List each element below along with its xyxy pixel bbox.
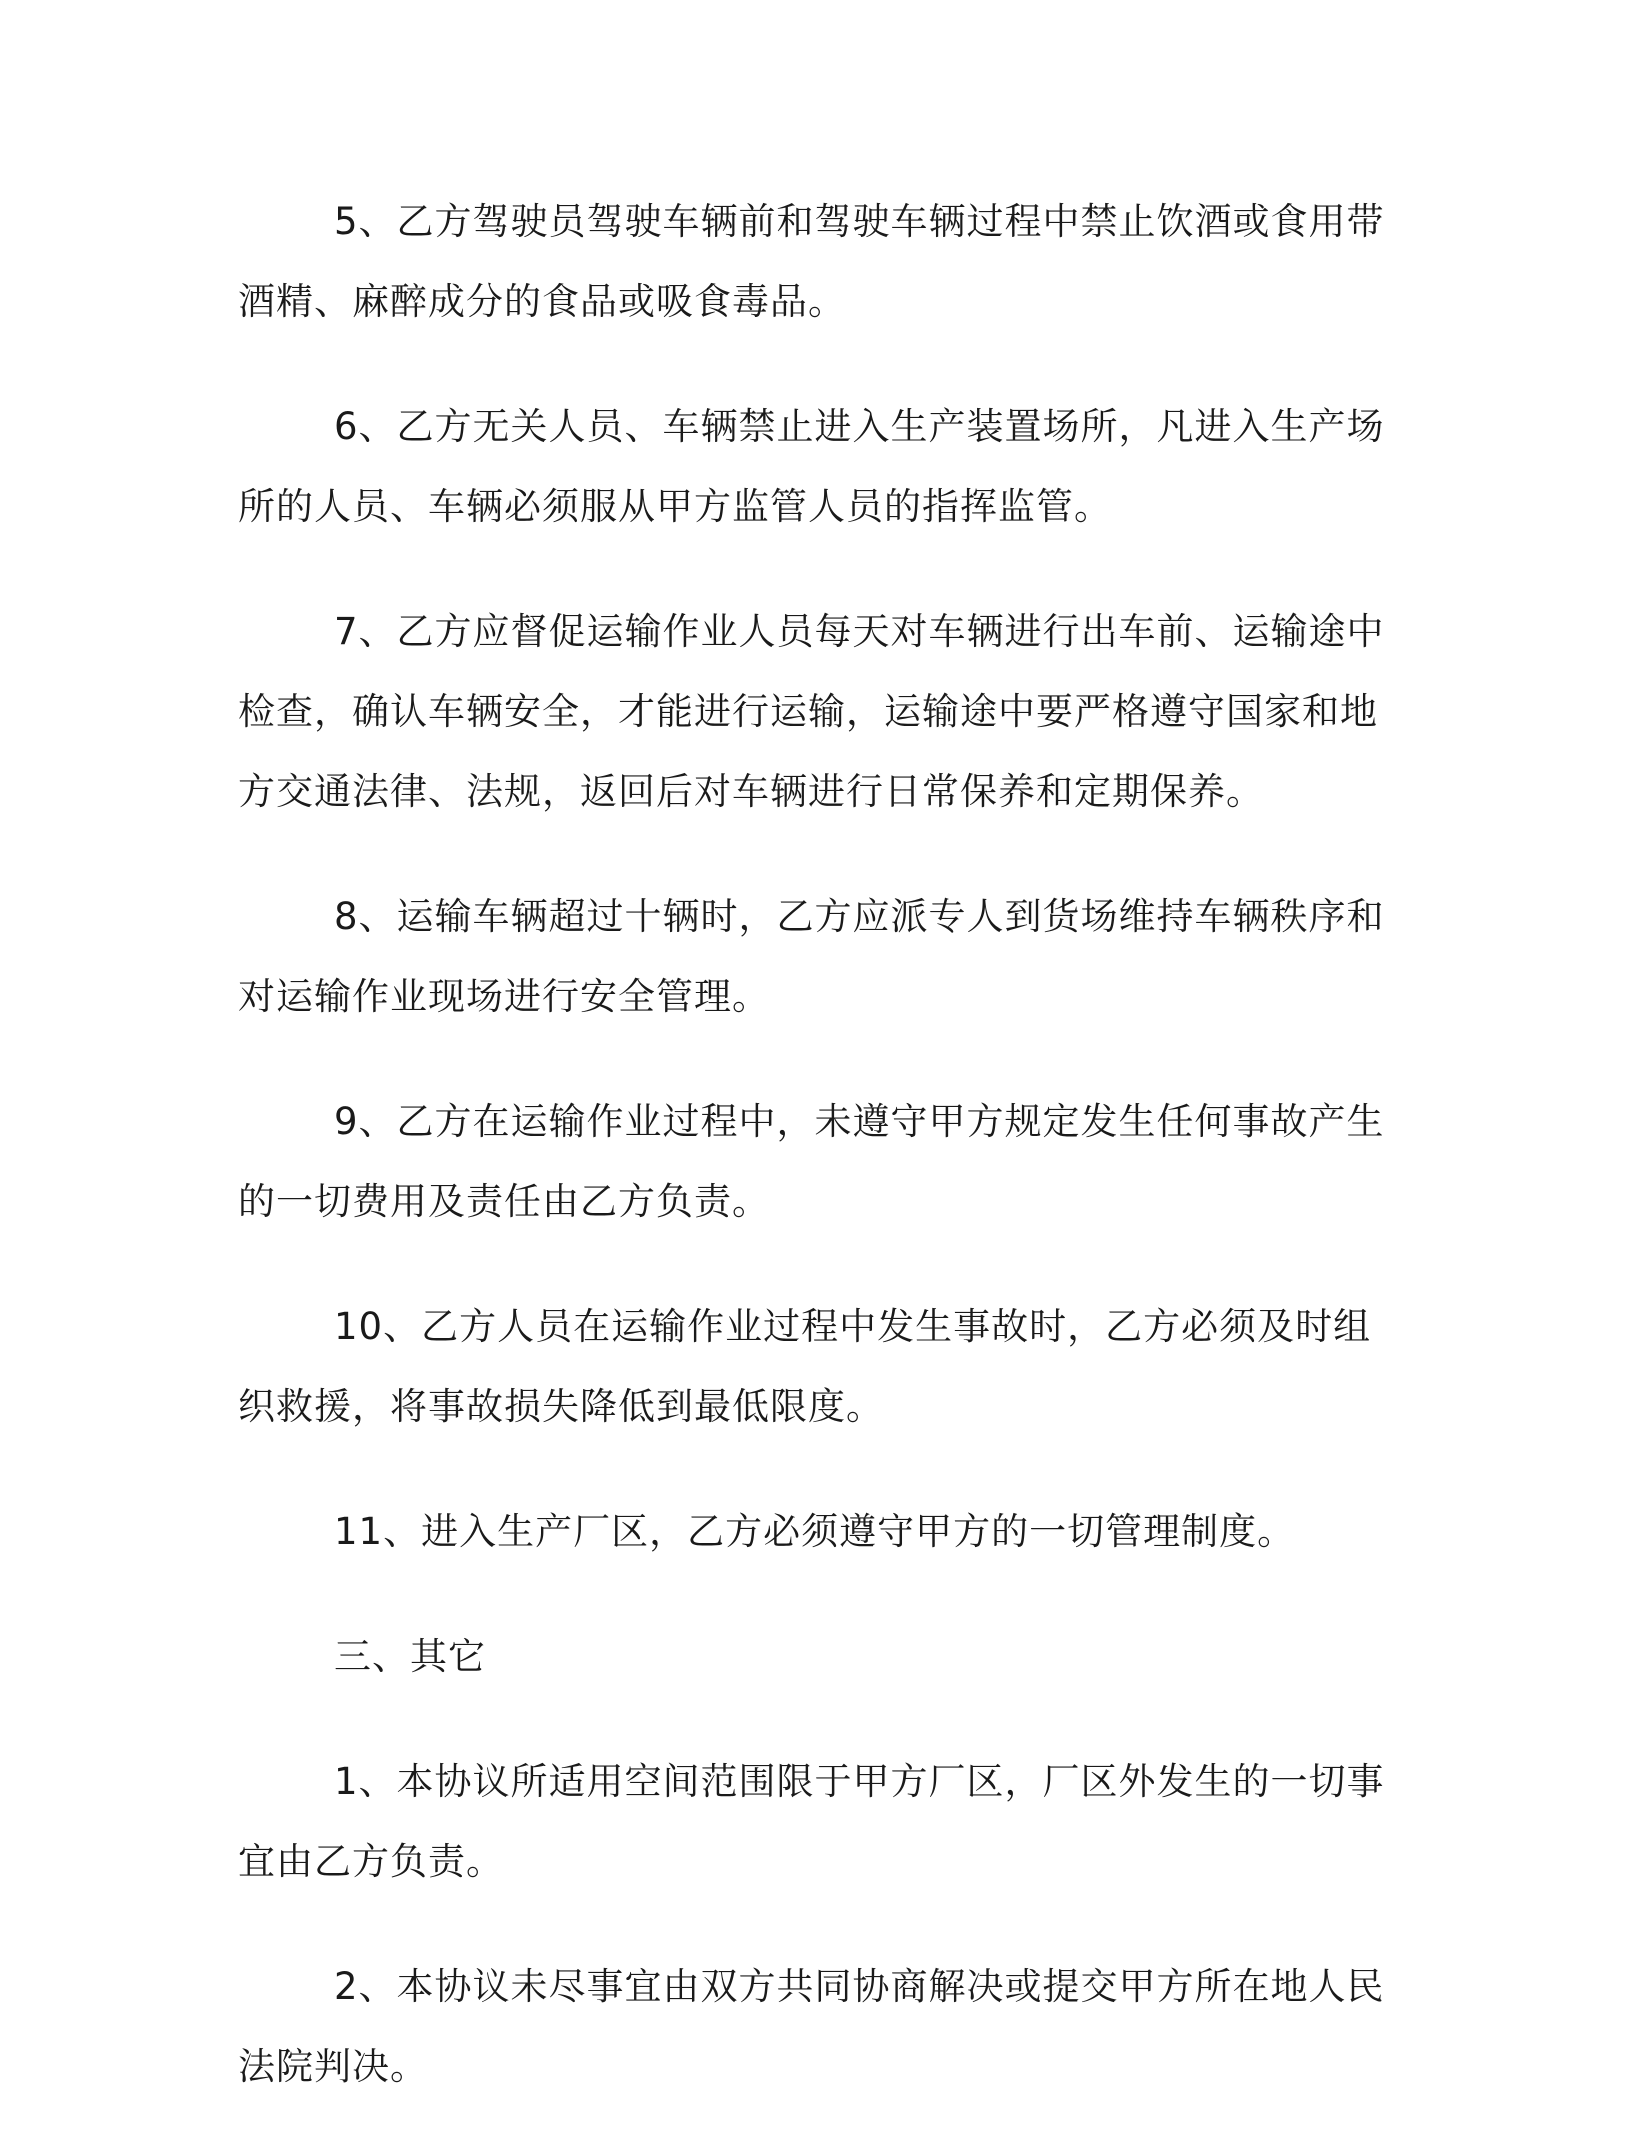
section-heading-other: 三、其它 — [334, 1635, 486, 1678]
clause-11: 11、进入生产厂区，乙方必须遵守甲方的一切管理制度。 — [334, 1510, 1296, 1553]
clause-10: 10、乙方人员在运输作业过程中发生事故时，乙方必须及时组织救援，将事故损失降低到最低限度。 — [238, 1305, 1372, 1428]
document-body — [238, 182, 1390, 2152]
clause-9: 9、乙方在运输作业过程中，未遵守甲方规定发生任何事故产生的一切费用及责任由乙方负责。 — [238, 1100, 1385, 1223]
clause-8: 8、运输车辆超过十辆时，乙方应派专人到货场维持车辆秩序和对运输作业现场进行安全管理。 — [238, 895, 1385, 1018]
clause-7: 7、乙方应督促运输作业人员每天对车辆进行出车前、运输途中检查，确认车辆安全，才能进行运输，运输途中要严格遵守国家和地方交通法律、法规，返回后对车辆进行日常保养和定期保养。 — [238, 610, 1385, 813]
clause-6: 6、乙方无关人员、车辆禁止进入生产装置场所，凡进入生产场所的人员、车辆必须服从甲方监管人员的指挥监管。 — [238, 405, 1385, 528]
other-clause-1: 1、本协议所适用空间范围限于甲方厂区，厂区外发生的一切事宜由乙方负责。 — [238, 1760, 1385, 1883]
clause-5: 5、乙方驾驶员驾驶车辆前和驾驶车辆过程中禁止饮酒或食用带酒精、麻醉成分的食品或吸食毒品。 — [238, 200, 1385, 323]
other-clause-2: 2、本协议未尽事宜由双方共同协商解决或提交甲方所在地人民法院判决。 — [238, 1965, 1385, 2088]
